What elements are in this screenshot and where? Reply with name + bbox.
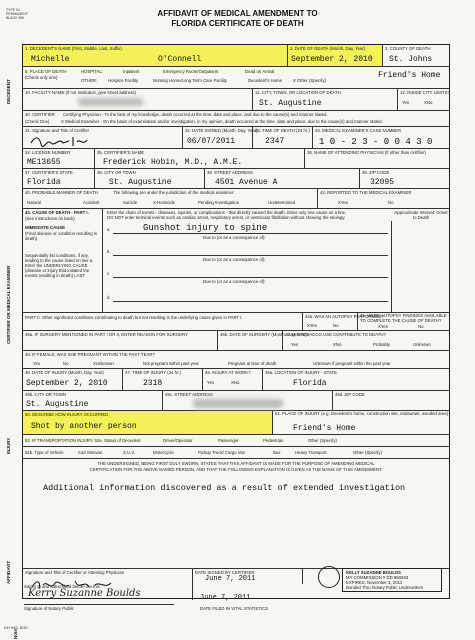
affidavit-explanation: Additional information discovered as a result of extended investigation bbox=[43, 483, 406, 493]
injury-time-cell bbox=[123, 369, 203, 390]
reported-no: No bbox=[388, 200, 394, 205]
form-body bbox=[22, 44, 450, 599]
f52b-label: 52b. Type of Vehicle bbox=[25, 450, 64, 455]
part2-label: PART II. Other significant conditions contributing to death but not resulting in the underlying cause given in PART I. bbox=[25, 315, 243, 320]
place-doa: Dead on Arrival bbox=[245, 69, 275, 74]
unknown-pregnant: Unknown if pregnant within the past year bbox=[313, 361, 391, 366]
time-of-death: 2347 bbox=[265, 137, 285, 146]
x-mark-icon: X bbox=[93, 361, 96, 366]
pedestrian: Pedestrian bbox=[263, 438, 284, 443]
x-mark-icon: X bbox=[307, 323, 310, 328]
injury-zip-cell bbox=[333, 391, 451, 410]
autopsy-cell bbox=[303, 313, 384, 330]
cause-left-cell bbox=[23, 209, 103, 312]
interval-label: Approximate Interval: Onset to Death bbox=[394, 210, 448, 220]
f11-label: 11. CITY, TOWN, OR LOCATION OF DEATH bbox=[255, 90, 341, 95]
f49d-label: 49c. STREET ADDRESS bbox=[165, 392, 213, 397]
check-one: (Check One) bbox=[25, 119, 50, 124]
place-of-injury: Friend's Home bbox=[293, 424, 356, 433]
f43-seq: Sequentially list conditions, if any, leading to the cause listed on line a. Enter the UNDERLYING CAUSE (disease or injury that initiated the events resulting in death) LAST bbox=[25, 253, 94, 278]
vehicle-car: Car/ Minivan bbox=[78, 450, 103, 455]
f47-label: 47. DID TOBACCO USE CONTRIBUTE TO DEATH? bbox=[285, 332, 386, 337]
license-number: ME13655 bbox=[27, 158, 61, 167]
redacted-injury-address bbox=[193, 399, 283, 408]
place-injury-cell bbox=[273, 411, 451, 434]
county-cell bbox=[383, 45, 451, 66]
row-manner bbox=[23, 189, 449, 209]
sidebar-note: Note bbox=[13, 629, 18, 639]
row-address bbox=[23, 169, 449, 189]
stamp-line-4: Bonded Thru Notary Public Underwriters bbox=[346, 585, 424, 590]
x-mark-icon: X bbox=[153, 200, 156, 205]
work-yes: Yes bbox=[207, 380, 215, 385]
line-c-rule bbox=[113, 277, 388, 278]
tobacco-cell bbox=[283, 331, 451, 350]
due-to-a: Due to (or as a consequence of): bbox=[203, 235, 266, 240]
f37-label: 37. CERTIFIER'S STATE bbox=[25, 170, 73, 175]
place-inpatient: Inpatient bbox=[123, 69, 140, 74]
row-injury-address bbox=[23, 391, 449, 411]
f43-note-2: DO NOT enter terminal events such as cardiac arrest, respiratory arrest, or ventricular fibrillation without showing the etiology. bbox=[107, 215, 346, 220]
injury-state: Florida bbox=[293, 379, 327, 388]
row-cause bbox=[23, 209, 449, 313]
line-a: a. bbox=[107, 227, 111, 232]
cert-zip-cell bbox=[360, 169, 451, 188]
row-pregnancy bbox=[23, 351, 449, 369]
part2-cell bbox=[23, 313, 303, 330]
row-place bbox=[23, 67, 449, 89]
no-option: XNo bbox=[424, 100, 433, 105]
injury-street-cell bbox=[163, 391, 333, 410]
f33b-label: 33. MEDICAL EXAMINER'S CASE NUMBER bbox=[315, 128, 402, 133]
injury-date-cell bbox=[23, 369, 123, 390]
x-mark-icon: X bbox=[338, 200, 341, 205]
inside-city-limits-cell bbox=[398, 89, 451, 110]
date-vs-label: DATE FILED IN VITAL STATISTICS bbox=[200, 606, 269, 611]
stamp-line-1: KELLY SUZANNE BOULDS bbox=[346, 570, 401, 575]
injury-city: St. Augustine bbox=[26, 400, 89, 409]
how-injury: Shot by another person bbox=[31, 422, 137, 431]
certifier-name-cell bbox=[95, 149, 305, 168]
date-of-injury: September 2, 2010 bbox=[26, 379, 108, 388]
title-line-1: AFFIDAVIT OF MEDICAL AMENDMENT TO bbox=[157, 9, 318, 18]
preg-yes: Yes bbox=[33, 361, 41, 366]
signature-cell bbox=[23, 127, 183, 148]
f44-label: 44a. WAS AN AUTOPSY PERFORMED? bbox=[305, 314, 384, 319]
sig-label: Signature and Title of Certifier or Attesting Physician bbox=[25, 570, 125, 575]
place-hospital: HOSPITAL: bbox=[81, 69, 104, 74]
autopsy-findings-cell bbox=[358, 313, 451, 330]
f30-label: 30. CERTIFIER bbox=[25, 112, 55, 117]
how-injury-cell bbox=[23, 411, 273, 434]
reported-yes: XYes bbox=[338, 200, 348, 205]
date-signed-cell bbox=[183, 127, 258, 148]
row-how-injury bbox=[23, 411, 449, 435]
f52-label: 52. IF TRANSPORTATION INJURY, 52a. Status of Decedent bbox=[25, 438, 141, 443]
place-nursing: Nursing Home/Long Term Care Facility bbox=[153, 78, 227, 83]
attending-cell bbox=[305, 149, 451, 168]
line-b-rule bbox=[113, 255, 388, 256]
f34-label: 34. LICENSE NUMBER bbox=[25, 150, 71, 155]
decedent-name-cell bbox=[23, 45, 288, 66]
place-other-specify: X Other (Specify) bbox=[293, 78, 326, 83]
row-injury-date bbox=[23, 369, 449, 391]
f36-label: 36. NAME OF ATTENDING PHYSICIAN (If other than certifier) bbox=[307, 150, 426, 155]
row-surgery bbox=[23, 331, 449, 351]
f49e-label: 49d. ZIP CODE bbox=[335, 392, 365, 397]
f43-side: (See instructions on back) bbox=[25, 216, 75, 221]
vehicle-other: Other (Specify) bbox=[353, 450, 382, 455]
place-home: Decedent's Home bbox=[248, 78, 283, 83]
row-name bbox=[23, 45, 449, 67]
other-specify: Other (Specify) bbox=[308, 438, 337, 443]
autopsy-no: No bbox=[333, 323, 339, 328]
redacted-address bbox=[78, 98, 143, 106]
f8-sub: (Check only one) bbox=[25, 75, 58, 80]
f39b-label: 39. ZIP CODE bbox=[362, 170, 390, 175]
row-license bbox=[23, 149, 449, 169]
f48-date-label: 48. DATE OF INJURY (Month, Day, Year) bbox=[25, 370, 104, 375]
findings-yes: XYes bbox=[378, 324, 388, 329]
place-other-value: Friend's Home bbox=[378, 71, 441, 80]
corner-code: TYPE IN PERMANENT BLACK INK bbox=[6, 8, 28, 20]
certifier-city: St. Augustine bbox=[109, 178, 172, 187]
row-part2 bbox=[23, 313, 449, 331]
f39-label: 39. STREET ADDRESS bbox=[207, 170, 253, 175]
date-signed-label: DATE SIGNED BY CERTIFIER bbox=[195, 570, 255, 575]
x-mark-icon: X bbox=[231, 380, 234, 385]
vehicle-suv: S.U.V. bbox=[123, 450, 136, 455]
place-er: Emergency Room/Outpatient bbox=[163, 69, 219, 74]
x-mark-icon: X bbox=[424, 100, 427, 105]
vehicle-motorcycle: Motorcycle bbox=[153, 450, 174, 455]
yes-option: Yes bbox=[402, 100, 410, 105]
row-signature bbox=[23, 127, 449, 149]
driver: Driver/Operator bbox=[163, 438, 193, 443]
f42-label: 42. REPORTED TO THE MEDICAL EXAMINER bbox=[320, 190, 412, 195]
findings-no: No bbox=[418, 324, 424, 329]
manner-cell bbox=[23, 189, 318, 208]
f10-label: 10. FACILITY NAME (If not institution, give street address) bbox=[25, 90, 136, 95]
sworn-label: Sworn to and subscribed before me this bbox=[24, 584, 100, 589]
vehicle-pickup: Pickup Truck/ Cargo Van bbox=[198, 450, 246, 455]
place-hospice: Hospice Facility bbox=[108, 78, 139, 83]
row-facility bbox=[23, 89, 449, 111]
affidavit-line-2: CERTIFICATION FOR THE ABOVE NAMED PERSON, AND THAT THE FOLLOWING EXPLANATION IS GIVEN AS THE BASIS OF THIS AMENDMENT: bbox=[89, 467, 383, 472]
line-b: b. bbox=[107, 249, 111, 254]
date-signed: 06/07/2011 bbox=[187, 137, 236, 146]
f43-label: 43. CAUSE OF DEATH - PART I. bbox=[25, 210, 89, 215]
cert-physician: Certifying Physician - To the best of my knowledge, death occurred at the time, date and place, and due to the cause(s) and manner stated. bbox=[63, 112, 328, 117]
interval-divider bbox=[391, 221, 392, 313]
certifier-name: Frederick Hobin, M.D., A.M.E. bbox=[103, 158, 243, 167]
pregnant-at-death: Pregnant at time of death bbox=[228, 361, 277, 366]
x-mark-icon: X bbox=[378, 324, 381, 329]
notary-signature: Kerry Suzanne Boulds bbox=[28, 588, 141, 599]
f46-label: 46a. IF SURGERY MENTIONED IN PART I OR II, ENTER REASON FOR SURGERY bbox=[25, 332, 188, 337]
line-d-rule bbox=[113, 301, 388, 302]
affidavit-section bbox=[23, 459, 449, 569]
surgery-reason-cell bbox=[23, 331, 218, 350]
stamp-line-2: MY COMMISSION # DD 850563 bbox=[346, 575, 409, 580]
due-to-b: Due to (or as a consequence of): bbox=[203, 257, 266, 262]
not-pregnant: Not pregnant within past year bbox=[143, 361, 199, 366]
f40-note: The following are under the jurisdiction of the medical examiner: bbox=[113, 190, 235, 195]
cert-state-cell bbox=[23, 169, 95, 188]
certifier-street: 4501 Avenue A bbox=[215, 178, 278, 187]
cert-street-cell bbox=[205, 169, 360, 188]
first-name: Michelle bbox=[31, 55, 70, 64]
f47b-label: 47. TIME OF INJURY (24 hr.) bbox=[125, 370, 181, 375]
manner-homicide: X Homicide bbox=[153, 200, 175, 205]
injury-state-cell bbox=[263, 369, 451, 390]
vehicle-heavy: Heavy Transport bbox=[295, 450, 327, 455]
f35-label: 35. CERTIFIER'S NAME bbox=[97, 150, 145, 155]
f46b-label: 46b. DATE OF SURGERY (Month, Day, Year) bbox=[220, 332, 307, 337]
sidebar-affidavit: AFFIDAVIT bbox=[6, 560, 11, 584]
date-of-death-cell bbox=[288, 45, 383, 66]
sidebar-decedent: DECEDENT bbox=[6, 79, 11, 104]
cert-me: X Medical Examiner - On the basis of examination and/or investigation, in my opinion, death occurred at the time, date and place, due to the cause(s) and manner stated. bbox=[61, 119, 383, 124]
row-certifier bbox=[23, 111, 449, 127]
last-name: O'Connell bbox=[158, 55, 202, 64]
f43-immediate-sub: (Final disease or condition resulting in death) bbox=[25, 231, 98, 241]
preg-unknown: XUnknown bbox=[93, 361, 114, 366]
date-signed-certifier-cell bbox=[193, 569, 303, 584]
f32-label: 32. DATE SIGNED (Month, Day, Year) bbox=[185, 128, 258, 133]
vehicle-bus: Bus bbox=[273, 450, 281, 455]
affidavit-line-1: THE UNDERSIGNED, BEING FIRST DULY SWORN, STATES THAT THIS AFFIDAVIT IS MADE FOR THE PURPOSE OF AMENDING MEDICAL bbox=[97, 461, 375, 466]
x-mark-icon: X bbox=[333, 342, 336, 347]
tobacco-no: XNo bbox=[333, 342, 342, 347]
notary-sig-rule bbox=[24, 604, 174, 605]
f49c-label: 49b. CITY OR TOWN bbox=[25, 392, 67, 397]
tobacco-probably: Probably bbox=[373, 342, 390, 347]
facility-cell bbox=[23, 89, 253, 110]
f49b-label: 49a. LOCATION OF INJURY - STATE bbox=[265, 370, 337, 375]
manner-pending: Pending Investigation bbox=[198, 200, 240, 205]
f38-label: 38. CITY OR TOWN bbox=[97, 170, 136, 175]
line-d: d. bbox=[107, 295, 111, 300]
manner-undetermined: Undetermined bbox=[268, 200, 295, 205]
f50-label: 50. DESCRIBE HOW INJURY OCCURRED bbox=[25, 412, 109, 417]
work-no: XNo bbox=[231, 380, 240, 385]
time-of-death-cell bbox=[253, 127, 313, 148]
stamp-line-3: EXPIRES: November 3, 2012 bbox=[346, 580, 403, 585]
me-case-cell bbox=[313, 127, 451, 148]
cert-city-cell bbox=[95, 169, 205, 188]
notary-seal-icon bbox=[318, 566, 340, 588]
f12-label: 12. INSIDE CITY LIMITS? bbox=[400, 90, 450, 95]
preg-no: No bbox=[63, 361, 69, 366]
due-to-c: Due to (or as a consequence of): bbox=[203, 279, 266, 284]
f43-immediate: IMMEDIATE CAUSE bbox=[25, 225, 66, 230]
place-other: OTHER: bbox=[81, 78, 98, 83]
manner-suicide: Suicide bbox=[123, 200, 138, 205]
f33-label: 33. TIME OF DEATH (24 hr.) bbox=[255, 128, 310, 133]
reported-me-cell bbox=[318, 189, 451, 208]
date-of-death: September 2, 2010 bbox=[291, 55, 373, 64]
f3-label: 3. COUNTY OF DEATH bbox=[385, 46, 431, 51]
city-of-death-cell bbox=[253, 89, 398, 110]
county: St. Johns bbox=[389, 55, 433, 64]
certifier-state: Florida bbox=[27, 178, 61, 187]
sidebar-injury: INJURY bbox=[6, 437, 11, 454]
f31-label: 31. Signature and Title of Certifier bbox=[25, 128, 90, 133]
line-a-rule bbox=[113, 233, 388, 234]
f43-note: Enter the chain of events - diseases, injuries, or complications - that directly caused the death. Enter only one cause on a line. bbox=[107, 210, 347, 215]
tobacco-yes: Yes bbox=[291, 342, 299, 347]
certifier-signature bbox=[29, 134, 89, 148]
f45-label: 45. WERE AUTOPSY FINDINGS AVAILABLE TO COMPLETE THE CAUSE OF DEATH? bbox=[360, 313, 447, 323]
row-vehicle bbox=[23, 447, 449, 459]
form-number: DH 946, 8/10 bbox=[4, 625, 28, 630]
license-cell bbox=[23, 149, 95, 168]
tobacco-unknown: Unknown bbox=[413, 342, 431, 347]
f51-label: 51. PLACE OF INJURY (e.g. Decedent's home, construction site, restaurant, wooded area) bbox=[275, 411, 449, 416]
passenger: Passenger bbox=[218, 438, 239, 443]
x-mark-icon: X bbox=[61, 119, 64, 124]
f8-label: 8. PLACE OF DEATH bbox=[25, 69, 67, 74]
sidebar-certifier: CERTIFIER OR MEDICAL EXAMINER bbox=[6, 265, 11, 344]
autopsy-yes: XYes bbox=[307, 323, 317, 328]
cause-a: Gunshot injury to spine bbox=[143, 223, 268, 233]
notary-stamp bbox=[342, 568, 442, 592]
manner-natural: Natural bbox=[27, 200, 41, 205]
time-of-injury: 2318 bbox=[143, 379, 163, 388]
notary-label: Signature of Notary Public bbox=[24, 606, 74, 611]
line-c: c. bbox=[107, 271, 111, 276]
date-signed-footer: June 7, 2011 bbox=[205, 575, 256, 583]
city-of-death: St. Augustine bbox=[259, 99, 322, 108]
x-mark-icon: X bbox=[293, 78, 296, 83]
f1-label: 1. DECEDENT'S NAME (First, Middle, Last, Suffix) bbox=[25, 46, 122, 51]
manner-accident: Accident bbox=[83, 200, 100, 205]
injury-city-cell bbox=[23, 391, 163, 410]
row-transport bbox=[23, 435, 449, 447]
f2-label: 2. DATE OF DEATH (Month, Day, Year) bbox=[290, 46, 366, 51]
f49-label: 49. INJURY AT WORK? bbox=[205, 370, 251, 375]
me-case-number: 1 0 - 2 3 - 0 0 4 3 0 bbox=[319, 137, 433, 147]
sworn-date: June 7, 2011 bbox=[200, 594, 251, 602]
f48-label: 48. IF FEMALE, WAS SHE PREGNANT WITHIN THE PAST YEAR? bbox=[25, 352, 155, 357]
title-line-2: FLORIDA CERTIFICATE OF DEATH bbox=[171, 19, 304, 28]
f40-label: 40. PROBABLE MANNER OF DEATH bbox=[25, 190, 98, 195]
certifier-zip: 32095 bbox=[370, 178, 395, 187]
injury-work-cell bbox=[203, 369, 263, 390]
